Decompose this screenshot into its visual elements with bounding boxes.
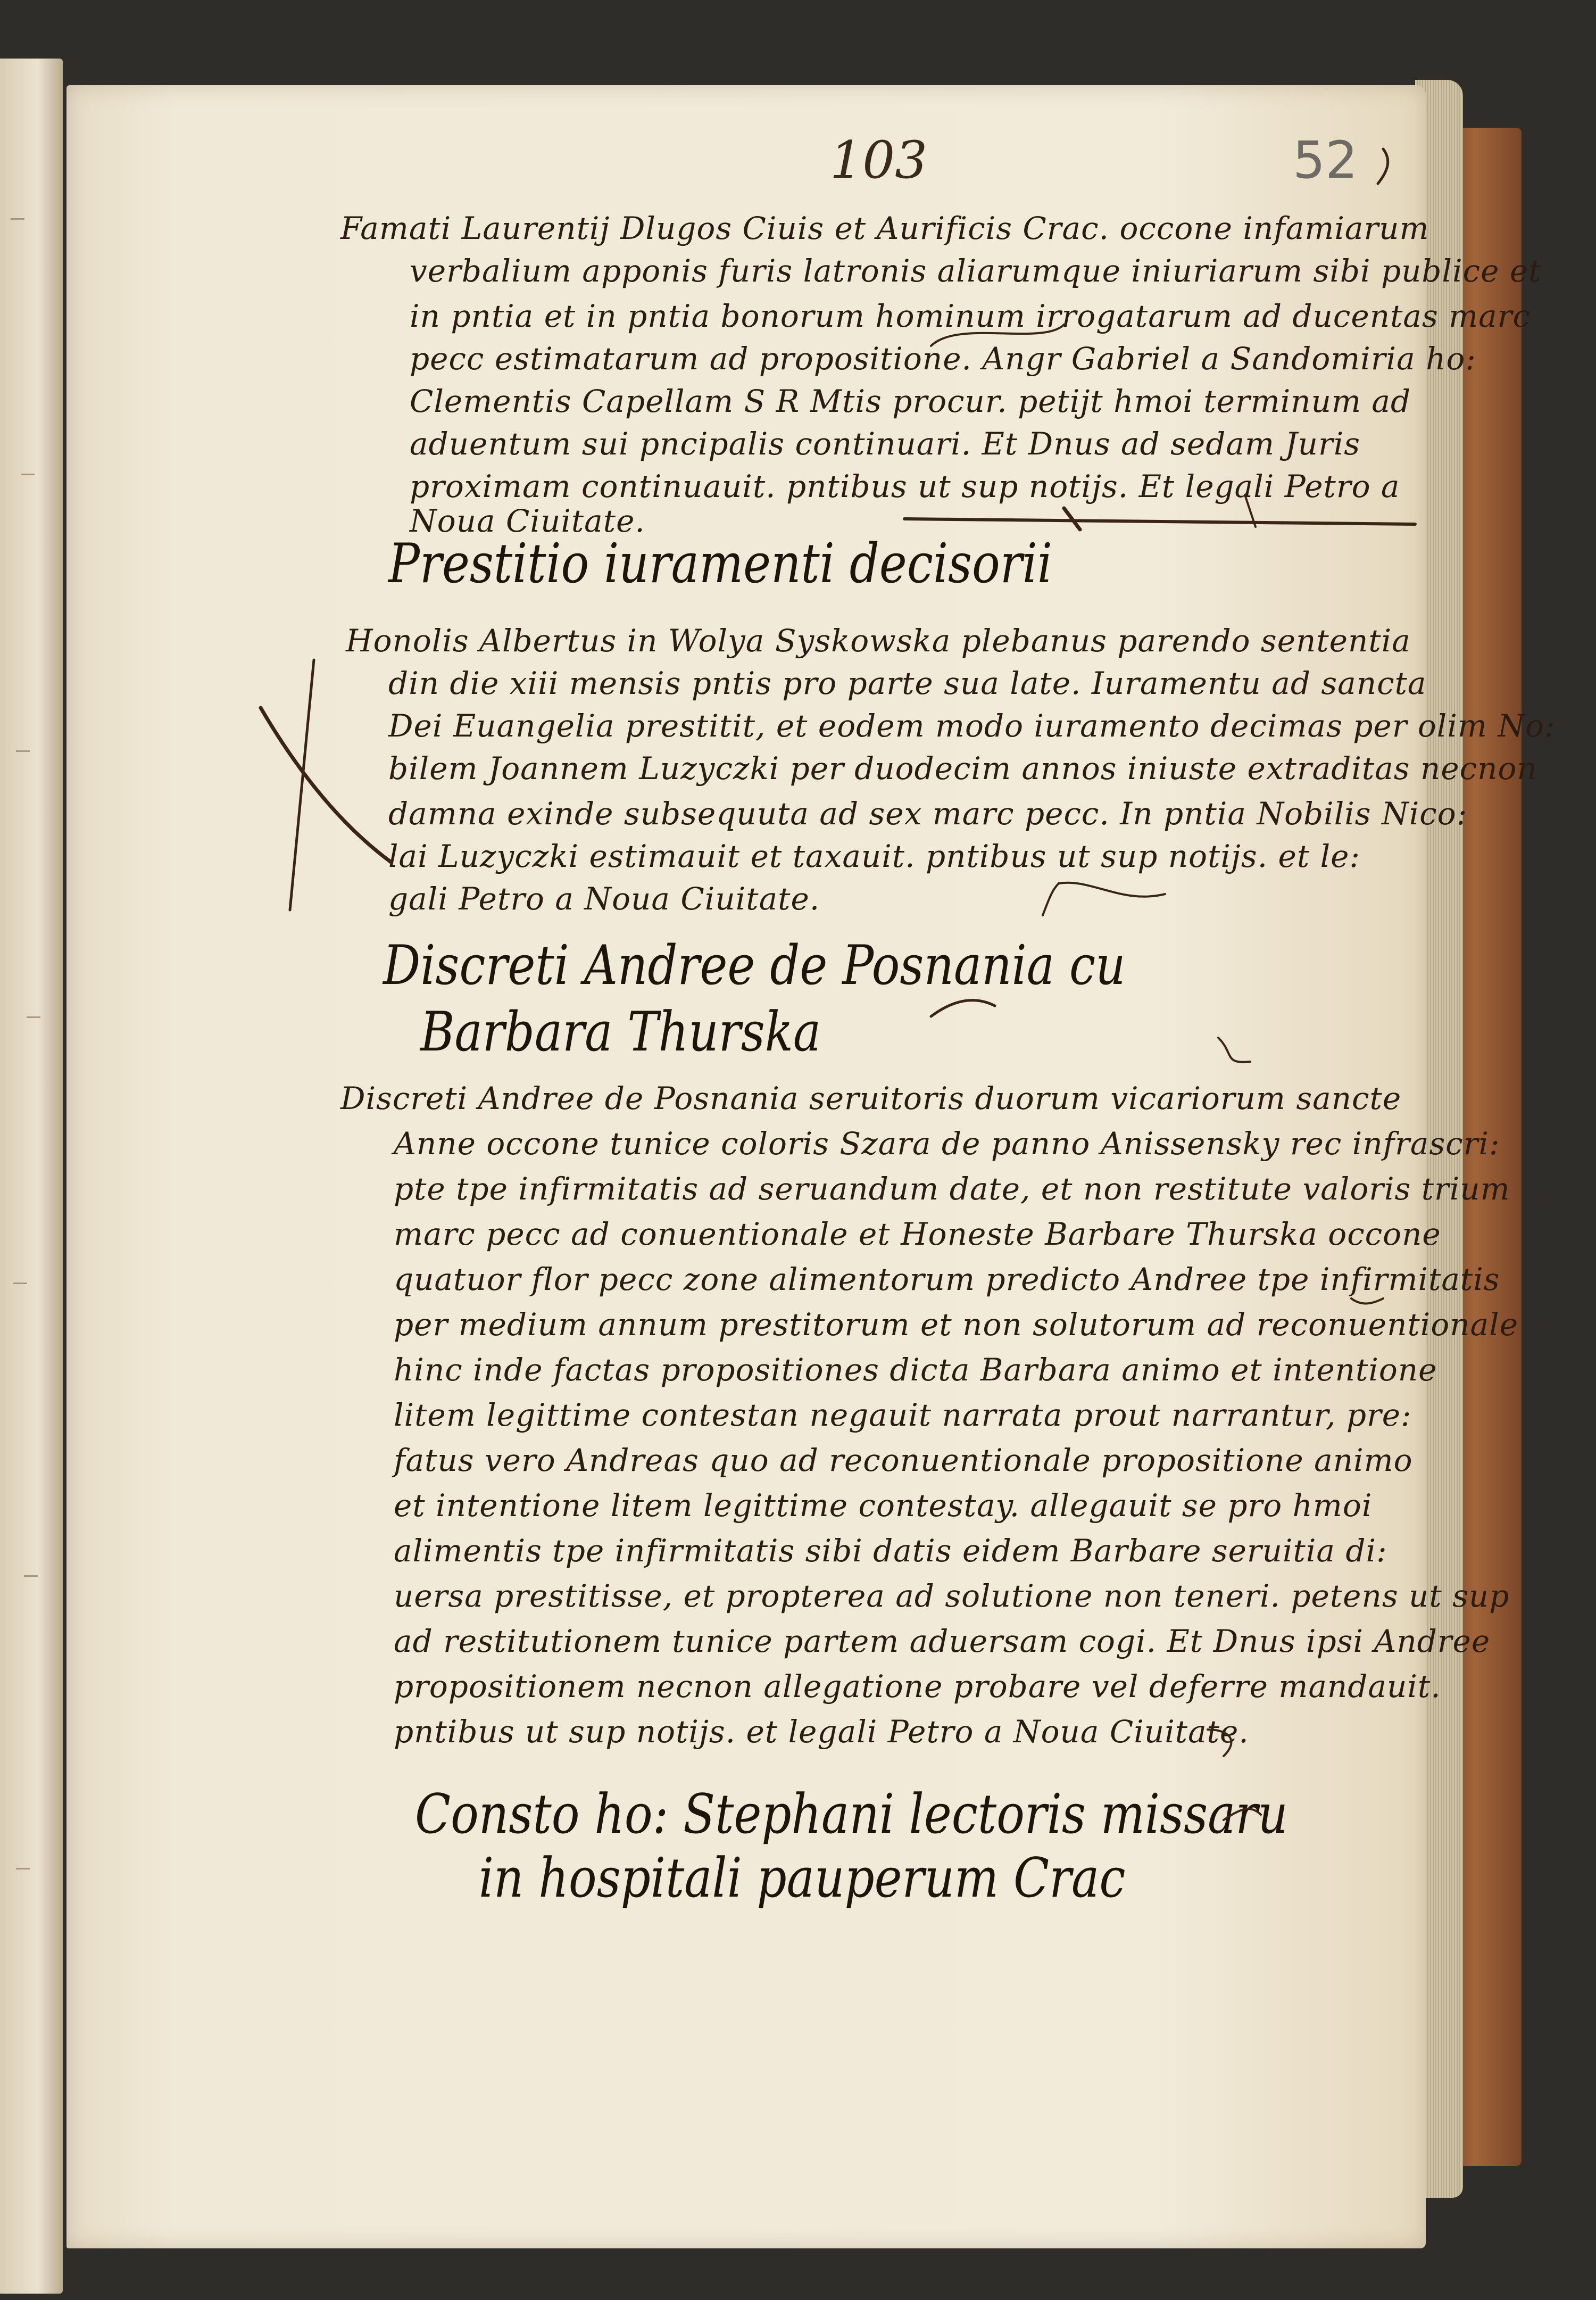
text-line: pte tpe infirmitatis ad seruandum date, et non restitute valoris trium	[394, 1171, 1510, 1207]
text-line: Discreti Andree de Posnania seruitoris duorum vicariorum sancte	[340, 1080, 1402, 1116]
entry-heading: Barbara Thurska	[420, 1000, 821, 1064]
text-line: din die xiii mensis pntis pro parte sua late. Iuramentu ad sancta	[388, 665, 1427, 701]
text-line: Anne occone tunice coloris Szara de panno Anissensky rec infrascri:	[394, 1126, 1500, 1162]
text-line: aduentum sui pncipalis continuari. Et Dnus ad sedam Juris	[410, 426, 1361, 462]
text-line: Dei Euangelia prestitit, et eodem modo iuramento decimas per olim No:	[388, 708, 1556, 744]
flourish	[1208, 1730, 1231, 1756]
text-line: bilem Joannem Luzyczki per duodecim annos iniuste extraditas necnon	[388, 750, 1537, 787]
text-line: in pntia et in pntia bonorum hominum irrogatarum ad ducentas marc	[410, 298, 1531, 334]
flourish	[1351, 1298, 1383, 1303]
entry-heading: Prestitio iuramenti decisorii	[388, 532, 1052, 595]
text-line: damna exinde subsequuta ad sex marc pecc. In pntia Nobilis Nico:	[388, 796, 1468, 832]
marginal-cross	[290, 660, 314, 910]
filler-line	[1064, 508, 1080, 530]
text-line: lai Luzyczki estimauit et taxauit. pntibus ut sup notijs. et le:	[388, 838, 1361, 874]
text-line: uersa prestitisse, et propterea ad solutione non teneri. petens ut sup	[394, 1578, 1510, 1614]
text-line: pntibus ut sup notijs. et legali Petro a Noua Ciuitate.	[394, 1714, 1249, 1750]
text-line: hinc inde factas propositiones dicta Barbara animo et intentione	[394, 1352, 1437, 1388]
text-line: alimentis tpe infirmitatis sibi datis eidem Barbare seruitia di:	[394, 1533, 1387, 1569]
text-line: propositionem necnon allegatione probare vel deferre mandauit.	[394, 1668, 1441, 1705]
filler-line	[904, 519, 1415, 524]
flourish	[931, 1000, 995, 1016]
page-number: 103	[830, 130, 928, 190]
flourish	[931, 325, 1064, 346]
text-line: verbalium apponis furis latronis aliarumque iniuriarum sibi publice et	[410, 253, 1542, 289]
folio-number: 52	[1293, 130, 1358, 190]
text-line: Clementis Capellam S R Mtis procur. petijt hmoi terminum ad	[410, 383, 1411, 419]
text-line: fatus vero Andreas quo ad reconuentionale propositione animo	[394, 1442, 1413, 1478]
text-line: gali Petro a Noua Ciuitate.	[388, 881, 820, 917]
entry-heading: Consto ho: Stephani lectoris missaru	[415, 1783, 1288, 1846]
text-line: marc pecc ad conuentionale et Honeste Barbare Thurska occone	[394, 1216, 1441, 1252]
text-line: per medium annum prestitorum et non solutorum ad reconuentionale	[394, 1306, 1519, 1343]
entry-heading: in hospitali pauperum Crac	[479, 1847, 1126, 1910]
entry-heading: Discreti Andree de Posnania cu	[383, 934, 1126, 997]
text-line: et intentione litem legittime contestay. allegauit se pro hmoi	[394, 1487, 1373, 1524]
text-line: Noua Ciuitate.	[410, 503, 645, 539]
text-line: ad restitutionem tunice partem aduersam cogi. Et Dnus ipsi Andree	[394, 1623, 1491, 1659]
flourish	[1378, 149, 1388, 184]
flourish	[1218, 1038, 1250, 1062]
flourish	[1059, 883, 1165, 897]
text-line: Famati Laurentij Dlugos Ciuis et Aurificis Crac. occone infamiarum	[340, 210, 1429, 246]
flourish	[1224, 1809, 1261, 1820]
text-line: quatuor flor pecc zone alimentorum predicto Andree tpe infirmitatis	[394, 1261, 1500, 1297]
flourish	[1043, 883, 1059, 915]
text-line: proximam continuauit. pntibus ut sup notijs. Et legali Petro a	[410, 468, 1400, 504]
text-line: Honolis Albertus in Wolya Syskowska plebanus parendo sententia	[346, 623, 1411, 659]
text-line: litem legittime contestan negauit narrata prout narrantur, pre:	[394, 1397, 1412, 1433]
marginal-cross	[261, 708, 391, 862]
text-line: pecc estimatarum ad propositione. Angr Gabriel a Sandomiria ho:	[410, 341, 1476, 377]
